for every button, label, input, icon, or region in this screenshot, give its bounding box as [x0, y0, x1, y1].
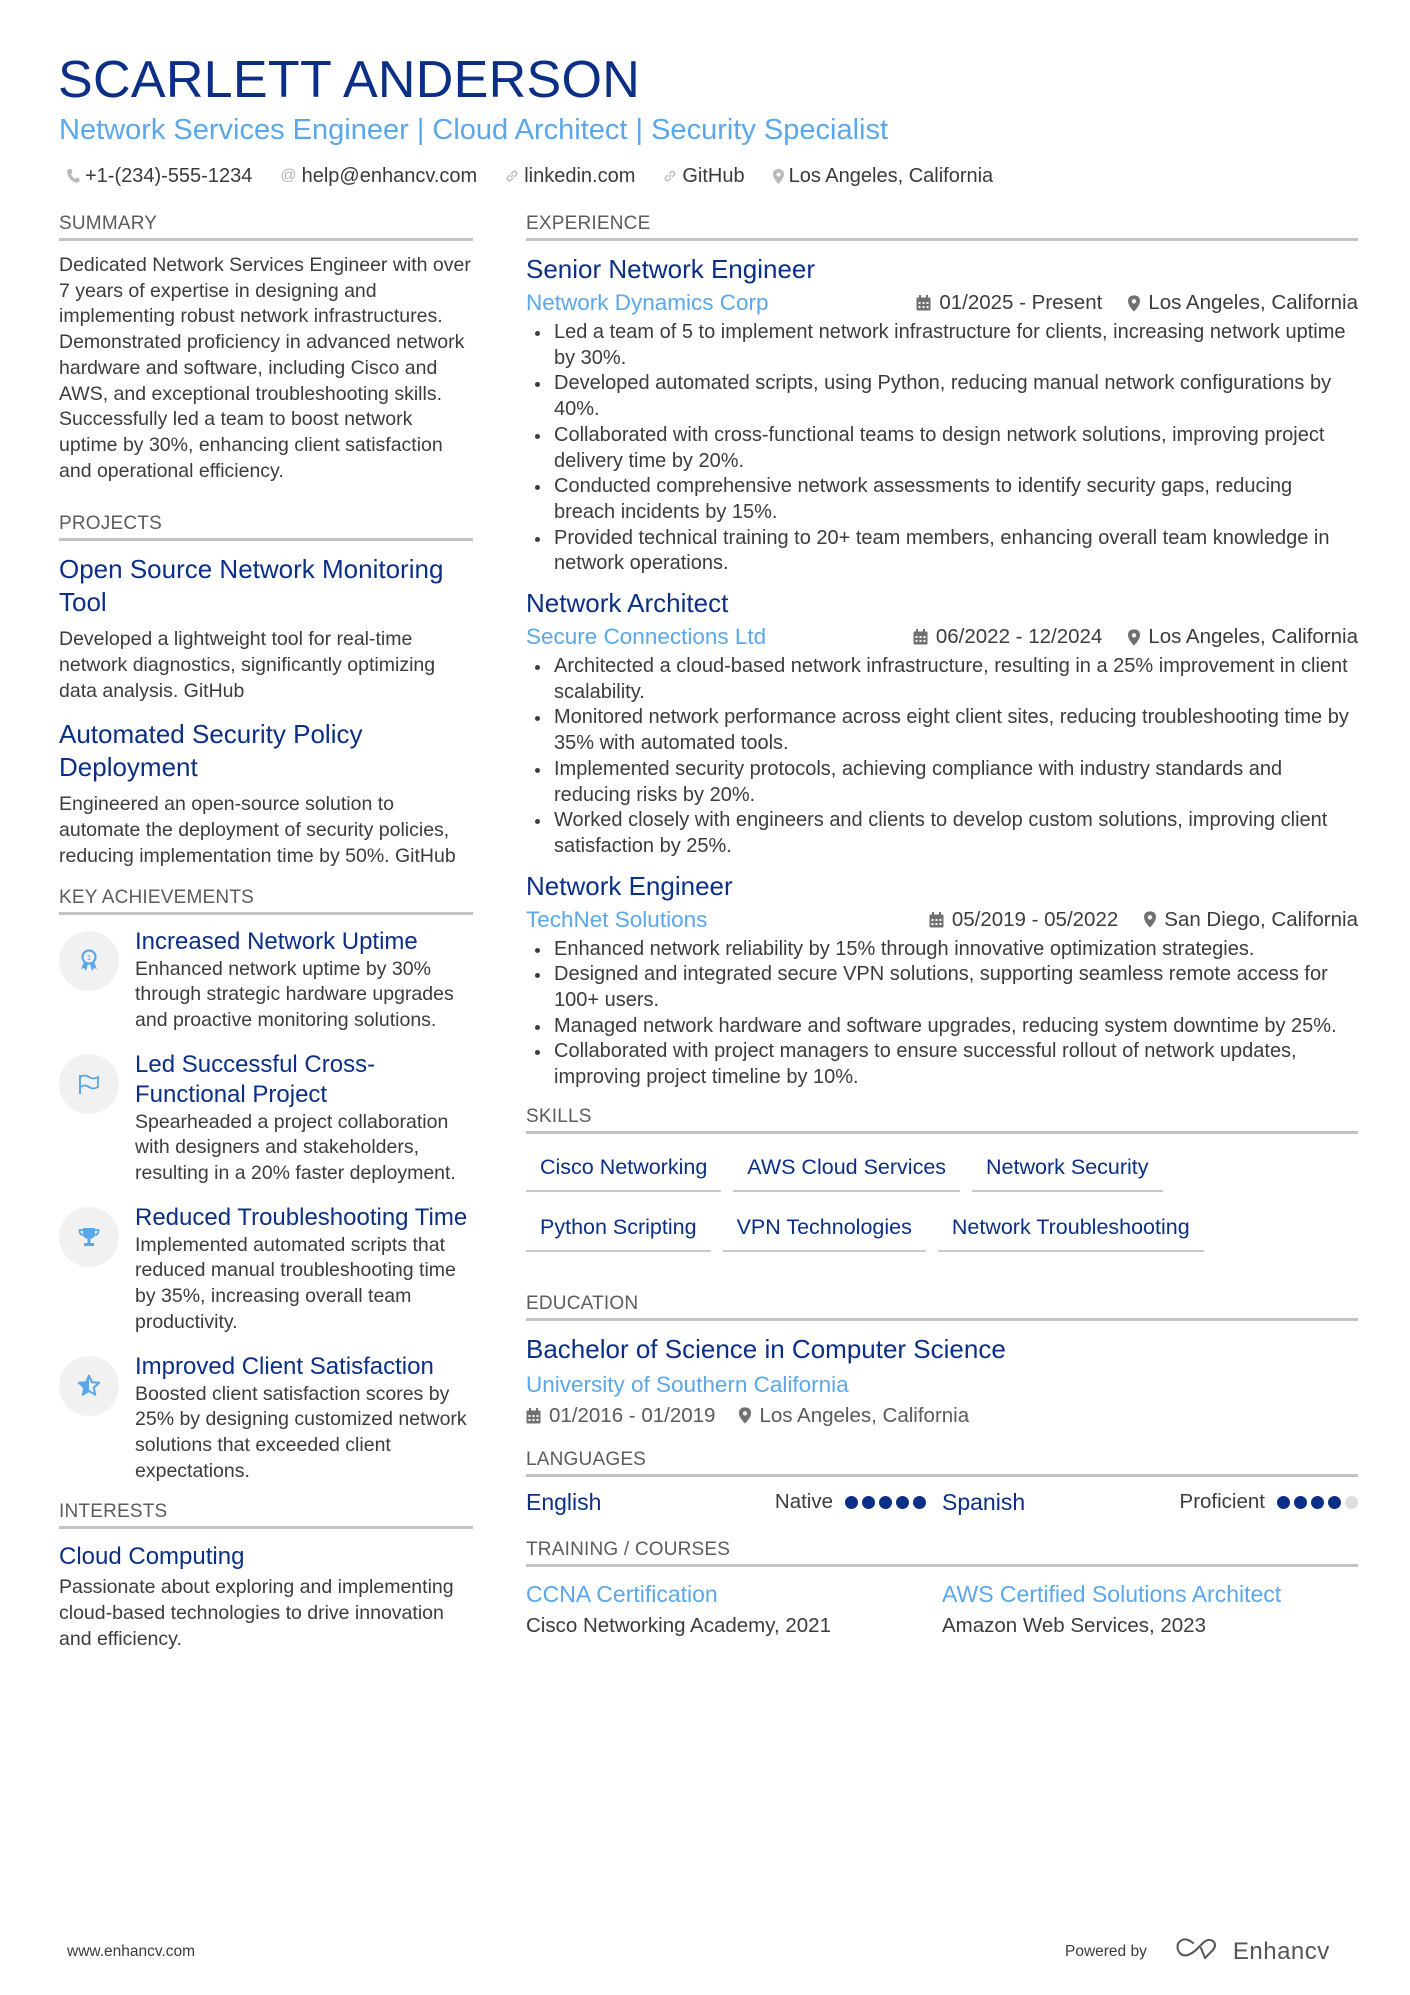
job-location-text: San Diego, California [1164, 907, 1358, 931]
job-location [1128, 291, 1358, 315]
svg-text:1: 1 [86, 953, 92, 962]
award-ribbon-icon [59, 931, 119, 991]
calendar-icon [929, 912, 944, 928]
contact-email[interactable] [280, 163, 477, 189]
job-dates-text: 01/2025 - Present [939, 291, 1103, 314]
contact-github[interactable] [663, 163, 744, 189]
achievement-description: Enhanced network uptime by 30% through strategic hardware upgrades and proactive monitoring solutions. [135, 957, 454, 1031]
training-detail: Amazon Web Services, 2023 [942, 1613, 1206, 1637]
job-company: TechNet Solutions [526, 906, 708, 932]
projects-section [59, 512, 473, 869]
job-bullet: Collaborated with cross-functional teams to design network solutions, improving project delivery time by 20%. [526, 423, 1358, 474]
job-location [1144, 908, 1358, 932]
link-icon [663, 169, 677, 183]
training-title: AWS Certified Solutions Architect [942, 1580, 1282, 1607]
job-bullets [526, 320, 1358, 577]
calendar-icon [916, 295, 931, 311]
training-detail: Cisco Networking Academy, 2021 [526, 1613, 831, 1637]
achievement-item [59, 1352, 473, 1485]
job-role: Network Engineer [526, 870, 733, 901]
section-title-achievements: KEY ACHIEVEMENTS [59, 886, 473, 915]
language-item [526, 1489, 942, 1516]
job-location [1128, 625, 1358, 649]
right-column [526, 212, 1358, 1639]
job-dates [913, 625, 1102, 649]
skill-tag: Python Scripting [526, 1206, 711, 1252]
job-bullet: Enhanced network reliability by 15% through innovative optimization strategies. [526, 937, 1358, 963]
project-description: Developed a lightweight tool for real-time network diagnostics, significantly optimizing data analysis. GitHub [59, 628, 436, 702]
job-dates [929, 908, 1118, 932]
achievement-title: Improved Client Satisfaction [135, 1352, 434, 1380]
achievement-title: Reduced Troubleshooting Time [135, 1203, 468, 1231]
location-pin-icon [739, 1407, 751, 1424]
job-company: Network Dynamics Corp [526, 290, 769, 315]
section-title-experience: EXPERIENCE [526, 212, 1358, 241]
skills-section [526, 1105, 1358, 1252]
trophy-icon [59, 1207, 119, 1267]
achievement-item [59, 927, 473, 1034]
phone-icon [66, 168, 80, 184]
project-title: Automated Security Policy Deployment [59, 719, 363, 783]
contact-linkedin-text: linkedin.com [524, 165, 636, 187]
skill-tag: Cisco Networking [526, 1146, 721, 1192]
contact-email-text: help@enhancv.com [301, 165, 478, 187]
job-bullet: Managed network hardware and software upgrades, reducing system downtime by 25%. [526, 1014, 1358, 1040]
calendar-icon [526, 1408, 541, 1424]
job-entry [526, 587, 1358, 860]
achievement-description: Spearheaded a project collaboration with designers and stakeholders, resulting in a 20% faster deployment. [135, 1110, 456, 1185]
enhancv-logo[interactable] [1175, 1937, 1330, 1966]
candidate-headline: Network Services Engineer | Cloud Architect | Security Specialist [59, 114, 889, 146]
language-level: Proficient [1179, 1490, 1265, 1514]
education-degree: Bachelor of Science in Computer Science [526, 1333, 1006, 1364]
section-title-projects: PROJECTS [59, 512, 473, 541]
education-school: University of Southern California [526, 1371, 849, 1397]
experience-section [526, 212, 1358, 1091]
skill-tag: Network Troubleshooting [938, 1206, 1204, 1252]
job-location-text: Los Angeles, California [1148, 625, 1358, 649]
project-item [59, 553, 473, 704]
contact-location [773, 163, 994, 189]
job-bullet: Designed and integrated secure VPN solutions, supporting seamless remote access for 100+ users. [526, 962, 1358, 1013]
language-rating-dots [1277, 1496, 1358, 1509]
job-dates [916, 291, 1102, 315]
achievement-title: Led Successful Cross-Functional Project [135, 1050, 376, 1108]
achievement-description: Boosted client satisfaction scores by 25% by designing customized network solutions that exceeded client expectations. [135, 1382, 467, 1482]
training-title: CCNA Certification [526, 1580, 718, 1607]
job-dates-text: 05/2019 - 05/2022 [951, 907, 1119, 931]
skill-tag: AWS Cloud Services [733, 1146, 960, 1192]
location-pin-icon [1144, 911, 1156, 928]
job-entry [526, 253, 1358, 577]
star-icon [59, 1356, 119, 1416]
project-title: Open Source Network Monitoring Tool [59, 554, 444, 618]
languages-section [526, 1448, 1358, 1516]
job-bullet: Collaborated with project managers to ensure successful rollout of network updates, improving project timeline by 10%. [526, 1039, 1358, 1090]
footer-branding [1065, 1937, 1330, 1966]
section-title-education: EDUCATION [526, 1292, 1358, 1321]
section-title-interests: INTERESTS [59, 1500, 473, 1529]
job-location-text: Los Angeles, California [1148, 291, 1358, 314]
job-bullet: Monitored network performance across eight client sites, reducing troubleshooting time by 35% with automated tools. [526, 705, 1358, 756]
summary-section [59, 212, 473, 484]
education-location-text: Los Angeles, California [759, 1403, 970, 1427]
project-item [59, 718, 473, 869]
summary-text: Dedicated Network Services Engineer with over 7 years of expertise in designing and implementing robust network infrastructures. Demonstrated proficiency in advanced network hardware and software, including Cisco and AWS, and exceptional troubleshooting skills. Successfully led a team to boost network uptime by 30%, enhancing client satisfaction and operational efficiency. [59, 254, 471, 482]
achievement-description: Implemented automated scripts that reduced manual troubleshooting time by 35%, increasing overall team productivity. [135, 1233, 456, 1333]
interest-item [59, 1541, 473, 1652]
language-name: Spanish [942, 1488, 1026, 1515]
interest-title: Cloud Computing [59, 1543, 245, 1571]
skill-tag: Network Security [972, 1146, 1163, 1192]
contact-bar [66, 163, 993, 189]
skill-tag: VPN Technologies [723, 1206, 926, 1252]
job-bullets [526, 937, 1358, 1091]
contact-phone-text: +1-(234)-555-1234 [85, 165, 253, 187]
language-item [942, 1489, 1358, 1516]
contact-github-text: GitHub [682, 165, 745, 187]
footer-website-link[interactable]: www.enhancv.com [67, 1943, 196, 1960]
link-icon [505, 169, 519, 183]
powered-by-label: Powered by [1065, 1942, 1147, 1960]
achievement-item [59, 1203, 473, 1336]
section-title-summary: SUMMARY [59, 212, 473, 241]
job-bullet: Provided technical training to 20+ team members, enhancing overall team knowledge in network operations. [526, 526, 1358, 577]
language-rating-dots [845, 1496, 926, 1509]
job-role: Network Architect [526, 588, 729, 619]
job-bullet: Implemented security protocols, achieving compliance with industry standards and reducing risks by 20%. [526, 757, 1358, 808]
achievement-item [59, 1050, 473, 1187]
education-section [526, 1292, 1358, 1428]
job-bullet: Conducted comprehensive network assessments to identify security gaps, reducing breach incidents by 15%. [526, 474, 1358, 525]
achievements-section [59, 886, 473, 1485]
training-section [526, 1538, 1358, 1639]
job-dates-text: 06/2022 - 12/2024 [935, 625, 1103, 649]
job-bullet: Led a team of 5 to implement network infrastructure for clients, increasing network uptime by 30%. [526, 320, 1358, 371]
location-pin-icon [773, 169, 784, 184]
enhancv-logo-icon [1175, 1937, 1221, 1966]
interests-section [59, 1500, 473, 1652]
section-title-skills: SKILLS [526, 1105, 1358, 1134]
language-name: English [526, 1488, 602, 1515]
job-bullets [526, 654, 1358, 860]
education-dates-text: 01/2016 - 01/2019 [549, 1403, 716, 1427]
language-level: Native [774, 1490, 833, 1514]
job-role: Senior Network Engineer [526, 254, 816, 284]
section-title-training: TRAINING / COURSES [526, 1538, 1358, 1567]
left-column [59, 212, 473, 1653]
job-bullet: Developed automated scripts, using Python, reducing manual network configurations by 40%. [526, 371, 1358, 422]
training-item [526, 1579, 942, 1639]
education-dates [526, 1404, 715, 1428]
job-entry [526, 870, 1358, 1091]
job-company: Secure Connections Ltd [526, 624, 767, 650]
location-pin-icon [1128, 629, 1140, 646]
enhancv-logo-text: Enhancv [1232, 1937, 1330, 1965]
project-description: Engineered an open-source solution to automate the deployment of security policies, reducing implementation time by 50%. GitHub [59, 793, 456, 867]
contact-phone[interactable] [66, 163, 252, 189]
at-icon: @ [280, 167, 297, 184]
training-item [942, 1579, 1358, 1639]
achievement-title: Increased Network Uptime [135, 927, 418, 955]
candidate-name: SCARLETT ANDERSON [58, 51, 641, 109]
flag-icon [59, 1054, 119, 1114]
location-pin-icon [1128, 295, 1140, 312]
job-bullet: Architected a cloud-based network infrastructure, resulting in a 25% improvement in client scalability. [526, 654, 1358, 705]
calendar-icon [913, 629, 928, 645]
contact-location-text: Los Angeles, California [788, 165, 994, 187]
education-location [739, 1404, 969, 1428]
contact-linkedin[interactable] [505, 163, 635, 189]
interest-description: Passionate about exploring and implementing cloud-based technologies to drive innovation and efficiency. [59, 1576, 454, 1650]
job-bullet: Worked closely with engineers and clients to develop custom solutions, improving client satisfaction by 25%. [526, 808, 1358, 859]
section-title-languages: LANGUAGES [526, 1448, 1358, 1477]
